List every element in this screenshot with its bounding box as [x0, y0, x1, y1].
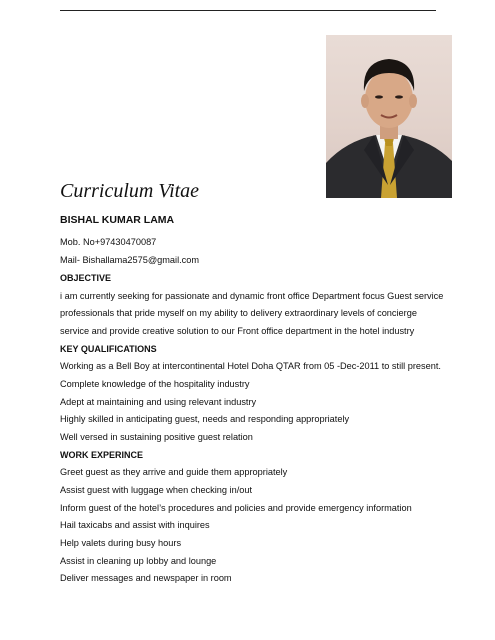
- qualification-item: Adept at maintaining and using relevant industry: [60, 397, 257, 407]
- experience-item: Assist guest with luggage when checking in/out: [60, 485, 253, 495]
- email-address: Mail- Bishallama2575@gmail.com: [60, 255, 200, 265]
- profile-photo-illustration: [326, 35, 452, 198]
- objective-line: professionals that pride myself on my ability to delivery extraordinary levels of concierge: [60, 308, 417, 318]
- objective-heading: OBJECTIVE: [60, 273, 112, 283]
- qualification-item: Working as a Bell Boy at intercontinental Hotel Doha QTAR from 05 -Dec-2011 to still present.: [60, 361, 441, 371]
- experience-item: Deliver messages and newspaper in room: [60, 573, 232, 583]
- experience-item: Inform guest of the hotel’s procedures and policies and provide emergency information: [60, 503, 412, 513]
- qualifications-heading: KEY QUALIFICATIONS: [60, 344, 157, 354]
- qualification-item: Well versed in sustaining positive guest relation: [60, 432, 253, 442]
- qualification-item: Highly skilled in anticipating guest, needs and responding appropriately: [60, 414, 350, 424]
- top-rule: [60, 10, 436, 11]
- experience-item: Assist in cleaning up lobby and lounge: [60, 556, 217, 566]
- experience-item: Hail taxicabs and assist with inquires: [60, 520, 210, 530]
- document-title: Curriculum Vitae: [60, 180, 200, 202]
- experience-item: Greet guest as they arrive and guide them appropriately: [60, 467, 288, 477]
- mobile-number: Mob. No+97430470087: [60, 237, 157, 247]
- objective-line: service and provide creative solution to our Front office department in the hotel industry: [60, 326, 415, 336]
- objective-line: i am currently seeking for passionate and dynamic front office Department focus Guest service: [60, 291, 444, 301]
- experience-item: Help valets during busy hours: [60, 538, 182, 548]
- candidate-name: BISHAL KUMAR LAMA: [60, 214, 175, 226]
- profile-photo: [326, 35, 452, 198]
- qualification-item: Complete knowledge of the hospitality industry: [60, 379, 250, 389]
- experience-heading: WORK EXPERINCE: [60, 450, 144, 460]
